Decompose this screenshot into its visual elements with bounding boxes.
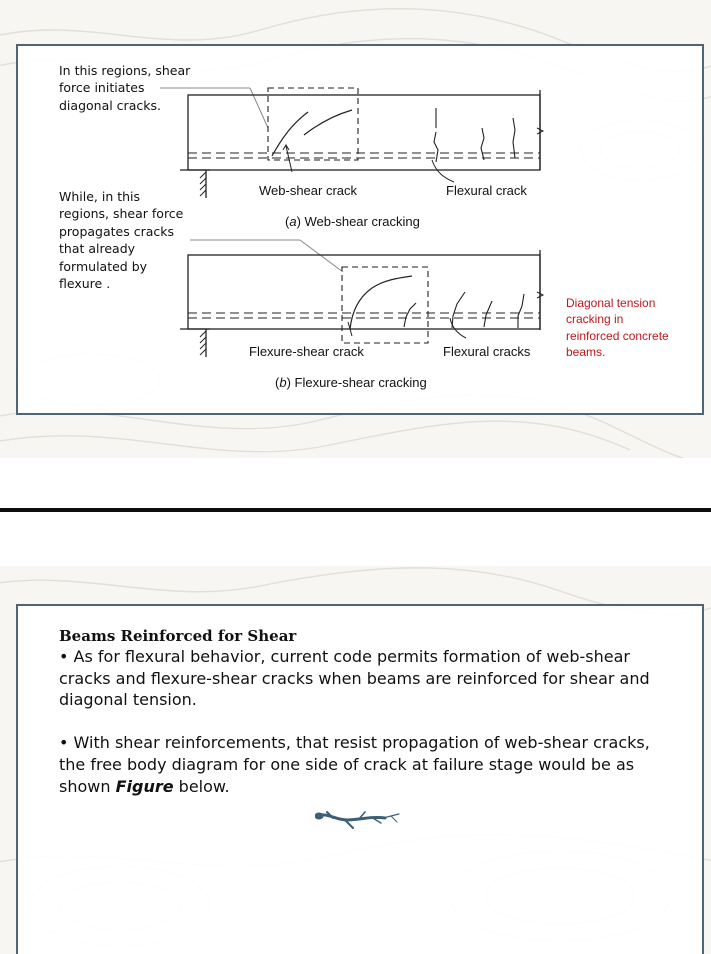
slide-1 [0,0,711,458]
caption-b: (b) Flexure-shear cracking [275,375,427,390]
beam-a [180,88,543,198]
bullet-flexural-behavior: • As for flexural behavior, current code permits formation of web-shear cracks and flexure-shear cracks when beams are reinforced for shear and diagonal tension. [59,647,650,710]
section-heading: Beams Reinforced for Shear [59,627,297,645]
note-shear-initiation: In this regions, shear force initiates diagonal cracks. [59,63,191,113]
slide-2-content [59,626,679,797]
bullet2-tail: below. [173,776,230,796]
figure-caption: Diagonal tension cracking in reinforced concrete beams. [566,296,669,359]
caption-a: (a) Web-shear cracking [285,214,420,229]
bullet2-text: • With shear reinforcements, that resist propagation of web-shear cracks, the free body diagram for one side of crack at failure stage would be as shown [59,733,650,796]
web-shear-crack-1 [272,112,308,156]
slide-gap [0,458,711,566]
label-flexural-cracks: Flexural cracks [443,344,531,359]
web-shear-crack-2 [304,110,352,135]
leader-line-top-diag [250,88,268,128]
beam-b [180,250,543,357]
flexure-shear-crack [350,276,412,329]
label-web-shear-crack: Web-shear crack [259,183,358,198]
label-flexure-shear-crack: Flexure-shear crack [249,344,364,359]
figure-reference: Figure [115,776,174,796]
leader-line-bottom-diag [300,240,343,272]
label-flexural-crack: Flexural crack [446,183,527,198]
slide-divider [0,508,711,512]
note-shear-propagation: While, in this regions, shear force propagates cracks that already formulated by flexure . [59,189,184,292]
bullet-shear-reinforcement [59,732,679,797]
crack-diagram [160,80,560,410]
branch-ornament-icon [315,808,405,832]
